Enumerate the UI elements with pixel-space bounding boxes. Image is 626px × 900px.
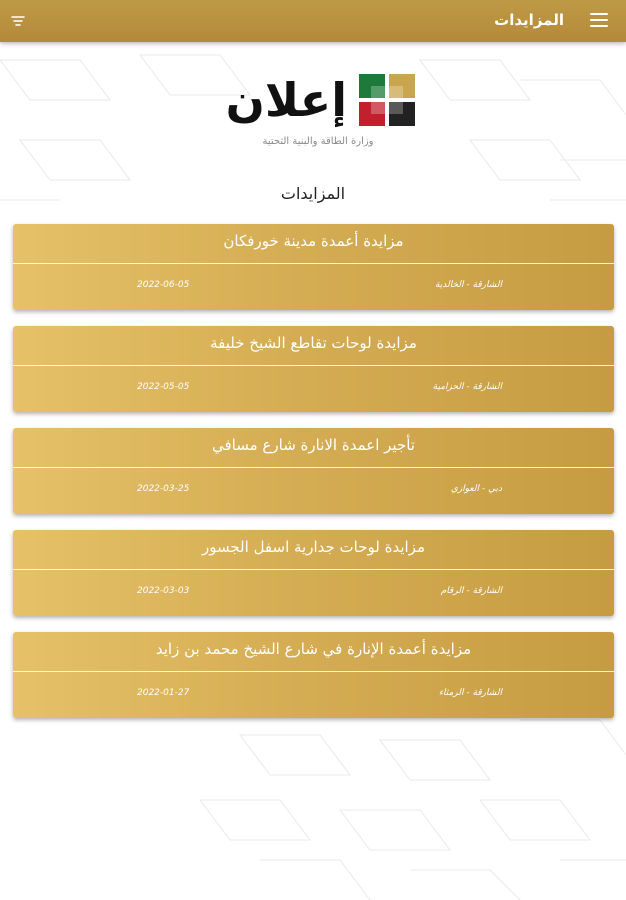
auction-location: الشارقة - الحزامية — [432, 382, 502, 392]
auction-card[interactable] — [13, 428, 614, 514]
auction-location: دبي - العوازي — [450, 484, 502, 494]
auction-title: مزايدة أعمدة مدينة خورفكان — [223, 232, 404, 250]
app-bar-title: المزايدات — [494, 11, 564, 29]
auction-list — [13, 224, 614, 734]
menu-line — [590, 25, 608, 27]
page-title: المزايدات — [280, 184, 346, 203]
auction-title: مزايدة لوحات تقاطع الشيخ خليفة — [210, 334, 417, 352]
auction-date: 2022-01-27 — [137, 688, 190, 698]
auction-date: 2022-03-03 — [137, 586, 190, 596]
card-divider — [13, 467, 614, 468]
menu-line — [590, 13, 608, 15]
logo-emblem-icon — [357, 72, 417, 128]
logo-brand-text: إعلان — [225, 73, 347, 127]
card-divider — [13, 263, 614, 264]
auction-location: الشارقة - الخالدية — [434, 280, 502, 290]
ministry-logo — [212, 70, 417, 156]
auction-date: 2022-05-05 — [137, 382, 190, 392]
hamburger-menu-button[interactable] — [590, 13, 608, 29]
auction-location: الشارقة - الرقام — [440, 586, 502, 596]
card-divider — [13, 569, 614, 570]
logo-subtitle: وزارة الطاقة والبنية التحتية — [262, 136, 374, 147]
auction-card[interactable] — [13, 530, 614, 616]
auction-card[interactable] — [13, 326, 614, 412]
menu-line — [590, 19, 608, 21]
auction-title: تأجير اعمدة الانارة شارع مسافي — [212, 436, 415, 454]
card-divider — [13, 365, 614, 366]
auction-date: 2022-03-25 — [137, 484, 190, 494]
auction-title: مزايدة أعمدة الإنارة في شارع الشيخ محمد بن زايد — [155, 640, 472, 658]
auction-card[interactable] — [13, 632, 614, 718]
card-divider — [13, 671, 614, 672]
auction-card[interactable] — [13, 224, 614, 310]
auction-title: مزايدة لوحات جدارية اسفل الجسور — [202, 538, 425, 556]
auction-location: الشارقة - الرمثاء — [438, 688, 502, 698]
filter-icon[interactable] — [10, 13, 26, 29]
top-app-bar — [0, 0, 626, 42]
auction-date: 2022-06-05 — [137, 280, 190, 290]
